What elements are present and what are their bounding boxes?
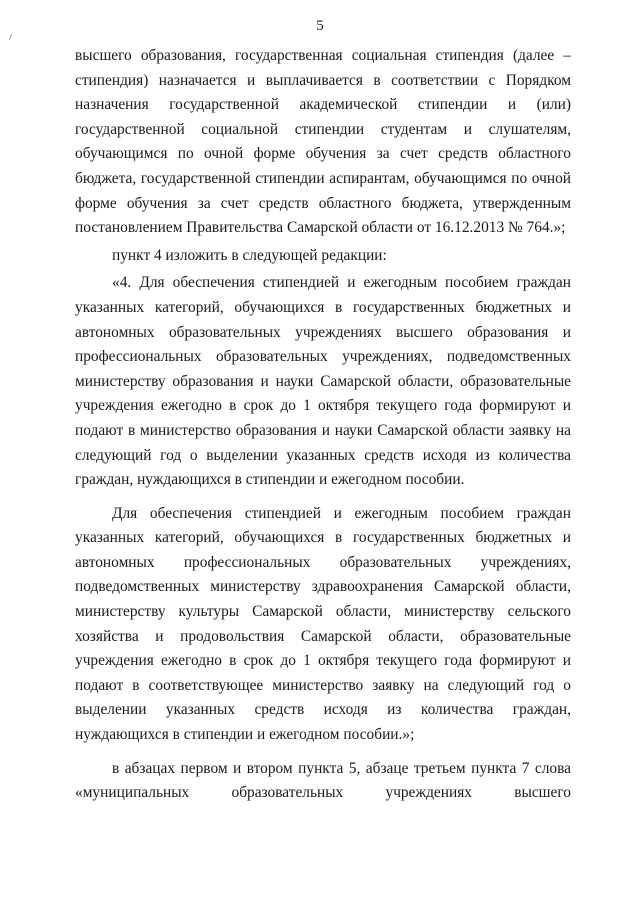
paragraph-continuation: высшего образования, государственная социальная стипендия (далее – стипендия) назначается и выплачивается в соответствии с Порядком назначения государственной академической стипендии и (или) государственной социальной стипендии студентам и слушателям, обучающимся по очной форме обучения за счет средств областного бюджета, государственной стипендии аспирантам, обучающимся по очной форме обучения за счет средств областного бюджета, утвержденным постановлением Правительства Самарской области от 16.12.2013 № 764.»;	[75, 47, 571, 237]
paragraph-amendment-instruction: пункт 4 изложить в следующей редакции:	[112, 246, 387, 264]
page-number: 5	[316, 18, 324, 34]
paragraph-point-4: «4. Для обеспечения стипендией и ежегодным пособием граждан указанных категорий, обучающихся в государственных бюджетных и автономных образовательных учреждениях высшего образования и профессиональных образовательных учреждениях, подведомственных министерству образования и науки Самарской области, образовательные учреждения ежегодно в срок до 1 октября текущего года формируют и подают в министерство образования и науки Самарской области заявку на следующий год о выделении указанных средств исходя из количества граждан, нуждающихся в стипендии и ежегодном пособии.	[75, 274, 571, 489]
document-body	[75, 44, 571, 806]
paragraph-points-5-7: в абзацах первом и втором пункта 5, абзаце третьем пункта 7 слова «муниципальных образовательных учреждениях высшего	[75, 759, 571, 802]
paragraph-point-4-second: Для обеспечения стипендией и ежегодным пособием граждан указанных категорий, обучающихся в государственных бюджетных и автономных профессиональных образовательных учреждениях, подведомственных министерству здравоохранения Самарской области, министерству культуры Самарской области, министерству сельского хозяйства и продовольствия Самарской области, образовательные учреждения ежегодно в срок до 1 октября текущего года формируют и подают в соответствующее министерство заявку на следующий год о выделении указанных средств исходя из количества граждан, нуждающихся в стипендии и ежегодном пособии.»;	[75, 504, 571, 744]
